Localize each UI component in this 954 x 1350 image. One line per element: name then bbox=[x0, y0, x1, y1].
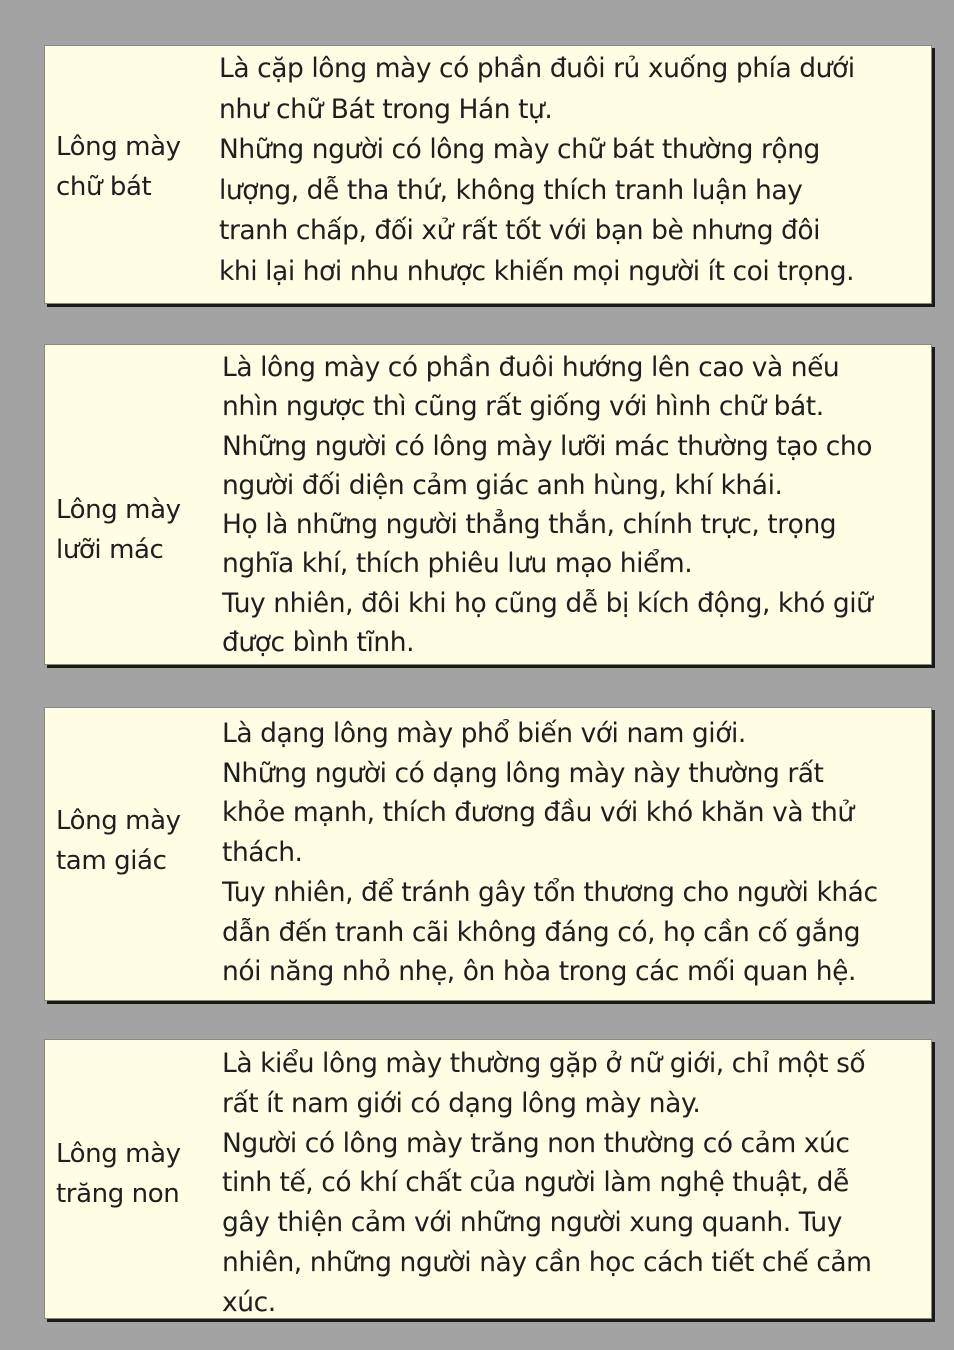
card-description bbox=[219, 49, 923, 292]
description-line: xúc. bbox=[222, 1286, 276, 1318]
card-description bbox=[222, 348, 923, 662]
description-line: nhìn ngược thì cũng rất giống với hình chữ bát. bbox=[222, 391, 824, 423]
card-title-line: chữ bát bbox=[56, 172, 152, 202]
description-line: Là kiểu lông mày thường gặp ở nữ giới, chỉ một số bbox=[222, 1048, 866, 1079]
description-line: gây thiện cảm với những người xung quanh. Tuy bbox=[222, 1207, 843, 1239]
description-line: Tuy nhiên, đôi khi họ cũng dễ bị kích động, khó giữ bbox=[222, 587, 873, 619]
description-line: khi lại hơi nhu nhược khiến mọi người ít coi trọng. bbox=[219, 255, 855, 287]
description-line: dẫn đến tranh cãi không đáng có, họ cần cố gắng bbox=[222, 916, 861, 948]
card-title bbox=[56, 490, 206, 570]
card-title-line: Lông mày bbox=[56, 132, 181, 162]
description-line: Người có lông mày trăng non thường có cảm xúc bbox=[222, 1127, 850, 1159]
description-line: Những người có lông mày chữ bát thường rộng bbox=[219, 134, 820, 165]
description-line: rất ít nam giới có dạng lông mày này. bbox=[222, 1087, 701, 1119]
description-line: thách. bbox=[222, 837, 303, 869]
card-title-line: Lông mày bbox=[56, 495, 181, 525]
info-card-tam-giac bbox=[44, 707, 932, 1001]
card-title bbox=[56, 801, 206, 881]
description-line: khỏe mạnh, thích đương đầu với khó khăn và thử bbox=[222, 797, 854, 829]
description-line: Họ là những người thẳng thắn, chính trực, trọng bbox=[222, 509, 837, 541]
card-title-line: lưỡi mác bbox=[56, 535, 164, 565]
card-title-line: Lông mày bbox=[56, 1139, 181, 1169]
description-line: Là lông mày có phần đuôi hướng lên cao và nếu bbox=[222, 352, 840, 383]
info-card-chu-bat bbox=[44, 45, 932, 304]
card-title-line: Lông mày bbox=[56, 806, 181, 836]
description-line: nói năng nhỏ nhẹ, ôn hòa trong các mối quan hệ. bbox=[222, 956, 856, 988]
description-line: như chữ Bát trong Hán tự. bbox=[219, 93, 553, 125]
card-description bbox=[222, 714, 923, 992]
description-line: nhiên, những người này cần học cách tiết chế cảm bbox=[222, 1246, 872, 1278]
card-description bbox=[222, 1044, 923, 1323]
card-title bbox=[56, 127, 206, 207]
card-title-line: tam giác bbox=[56, 846, 167, 876]
info-card-trang-non bbox=[44, 1039, 932, 1319]
info-card-luoi-mac bbox=[44, 344, 932, 665]
description-line: Là dạng lông mày phổ biến với nam giới. bbox=[222, 718, 746, 749]
description-line: Những người có lông mày lưỡi mác thường tạo cho bbox=[222, 430, 872, 462]
description-line: người đối diện cảm giác anh hùng, khí khái. bbox=[222, 469, 783, 501]
description-line: Là cặp lông mày có phần đuôi rủ xuống phía dưới bbox=[219, 53, 855, 84]
card-title bbox=[56, 1134, 206, 1214]
description-line: tranh chấp, đối xử rất tốt với bạn bè nhưng đôi bbox=[219, 215, 821, 246]
description-line: nghĩa khí, thích phiêu lưu mạo hiểm. bbox=[222, 548, 693, 580]
description-line: lượng, dễ tha thứ, không thích tranh luận hay bbox=[219, 174, 803, 206]
description-line: Những người có dạng lông mày này thường rất bbox=[222, 757, 824, 789]
description-line: Tuy nhiên, để tránh gây tổn thương cho người khác bbox=[222, 876, 878, 908]
card-title-line: trăng non bbox=[56, 1179, 180, 1209]
description-line: được bình tĩnh. bbox=[222, 627, 415, 659]
description-line: tinh tế, có khí chất của người làm nghệ thuật, dễ bbox=[222, 1167, 849, 1199]
